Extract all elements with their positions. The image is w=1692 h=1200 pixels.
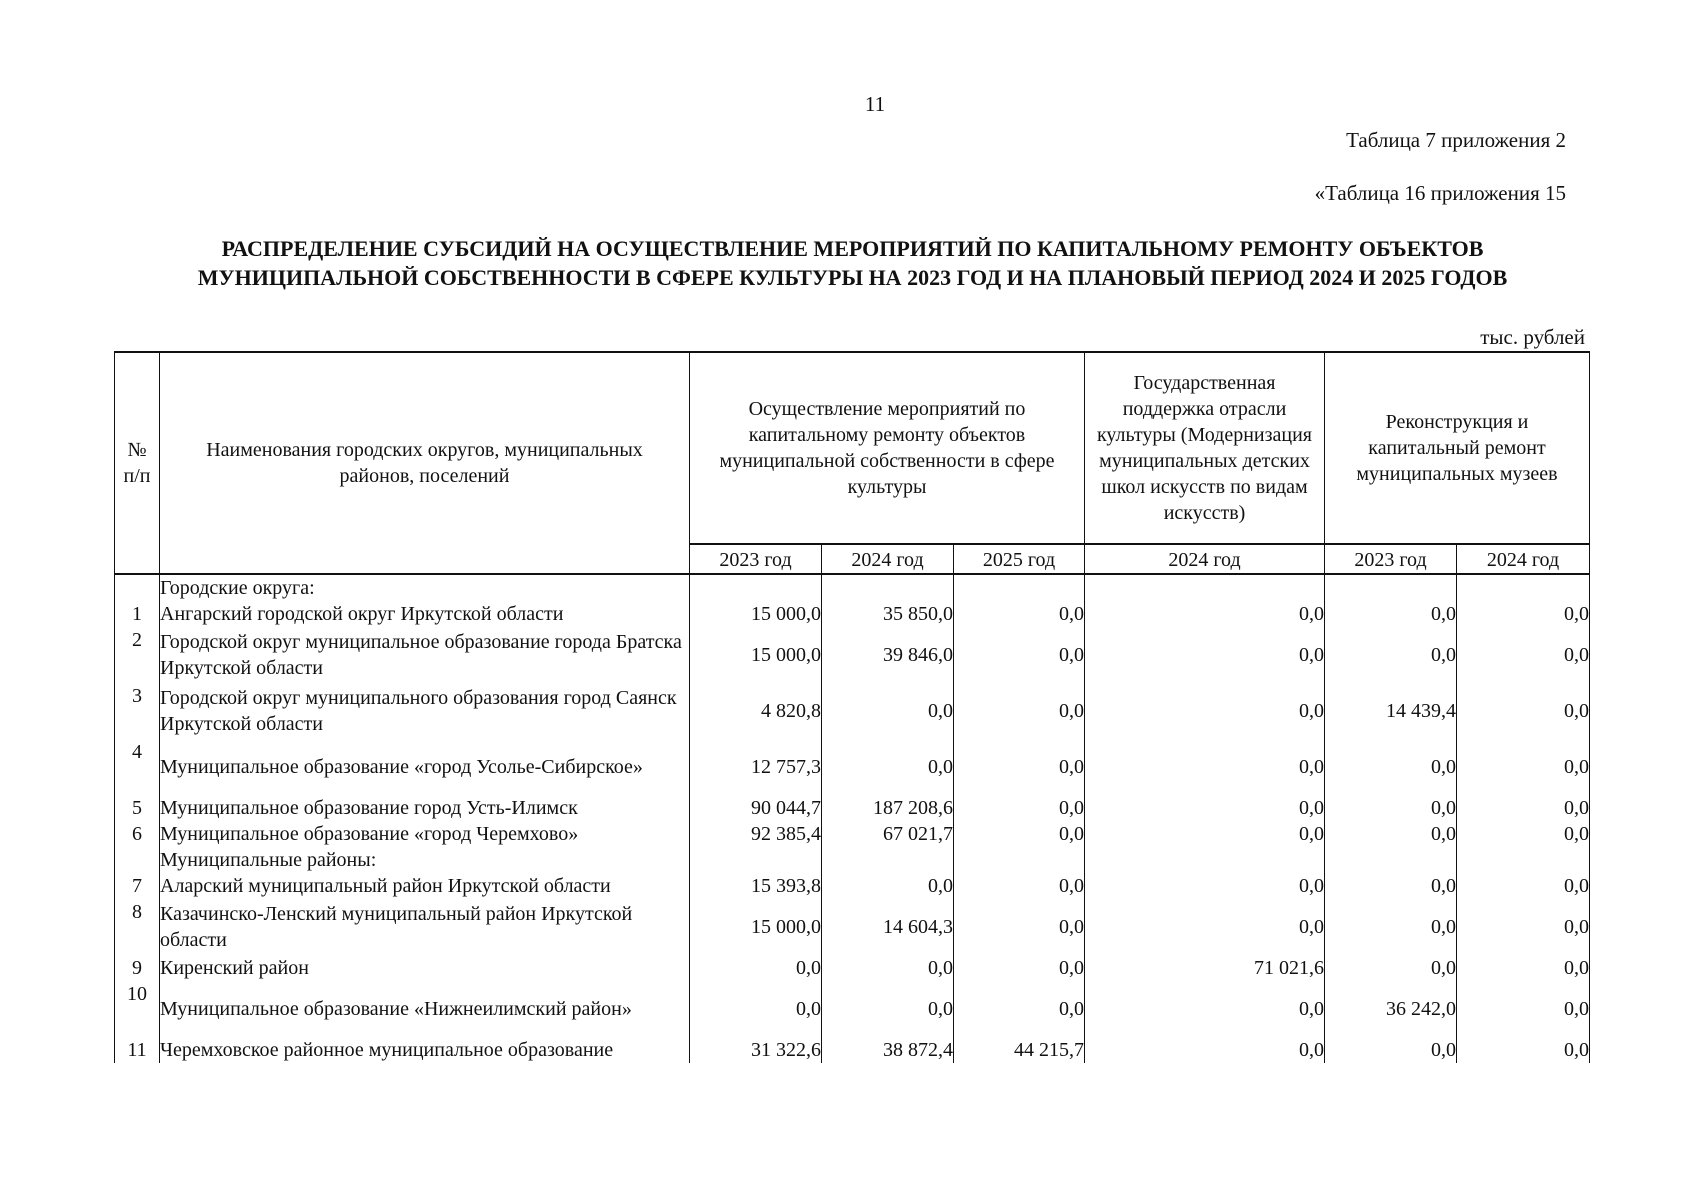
header-year: 2023 год [690,544,822,574]
value-cell: 44 215,7 [954,1037,1085,1063]
row-number: 1 [115,601,160,627]
title-line: МУНИЦИПАЛЬНОЙ СОБСТВЕННОСТИ В СФЕРЕ КУЛЬТУРЫ НА 2023 ГОД И НА ПЛАНОВЫЙ ПЕРИОД 2024 И 2025 ГОДОВ [197,265,1508,290]
value-cell: 0,0 [1325,821,1457,847]
table-row [115,601,1590,627]
value-cell: 0,0 [1085,683,1325,739]
header-year: 2024 год [822,544,954,574]
row-number: 6 [115,821,160,847]
header-museums: Реконструкция и капитальный ремонт муниципальных музеев [1325,352,1590,544]
group-row [115,847,1590,873]
value-cell: 15 000,0 [690,601,822,627]
value-cell: 0,0 [1457,601,1590,627]
table-row [115,627,1590,683]
value-cell: 0,0 [954,739,1085,795]
value-cell: 0,0 [1325,1037,1457,1063]
header-num: № п/п [115,352,160,574]
row-name: Киренский район [160,955,690,981]
value-cell: 15 000,0 [690,899,822,955]
value-cell: 0,0 [822,955,954,981]
value-cell: 0,0 [1085,873,1325,899]
value-cell: 12 757,3 [690,739,822,795]
value-cell: 0,0 [1457,683,1590,739]
table-row [115,955,1590,981]
value-cell: 0,0 [1325,795,1457,821]
row-number: 9 [115,955,160,981]
value-cell: 15 000,0 [690,627,822,683]
row-number: 3 [115,683,160,739]
row-name: Муниципальное образование «город Черемхово» [160,821,690,847]
value-cell: 38 872,4 [822,1037,954,1063]
subsidy-table [114,351,1590,1063]
value-cell: 14 604,3 [822,899,954,955]
value-cell: 0,0 [1085,1037,1325,1063]
table-reference-original: «Таблица 16 приложения 15 [1314,181,1566,205]
value-cell: 0,0 [954,795,1085,821]
value-cell: 0,0 [1085,981,1325,1037]
row-name: Муниципальное образование «город Усолье-Сибирское» [160,739,690,795]
table-row [115,795,1590,821]
value-cell: 0,0 [954,981,1085,1037]
row-name: Аларский муниципальный район Иркутской области [160,873,690,899]
value-cell: 14 439,4 [1325,683,1457,739]
value-cell: 0,0 [1457,873,1590,899]
value-cell: 39 846,0 [822,627,954,683]
value-cell: 0,0 [1085,795,1325,821]
value-cell: 0,0 [1085,821,1325,847]
value-cell: 0,0 [1457,739,1590,795]
row-number: 2 [115,627,160,683]
table-row [115,981,1590,1037]
value-cell: 0,0 [1085,627,1325,683]
value-cell: 31 322,6 [690,1037,822,1063]
value-cell: 0,0 [954,821,1085,847]
value-cell: 0,0 [954,955,1085,981]
value-cell: 92 385,4 [690,821,822,847]
page-number: 11 [864,92,886,116]
row-number: 5 [115,795,160,821]
value-cell: 0,0 [1457,899,1590,955]
value-cell: 0,0 [1457,981,1590,1037]
value-cell: 4 820,8 [690,683,822,739]
value-cell: 0,0 [1325,955,1457,981]
group-label: Городские округа: [160,574,690,601]
value-cell: 0,0 [822,981,954,1037]
value-cell: 36 242,0 [1325,981,1457,1037]
value-cell: 0,0 [1325,627,1457,683]
value-cell: 0,0 [690,981,822,1037]
value-cell: 0,0 [1325,601,1457,627]
value-cell: 0,0 [1085,899,1325,955]
group-row [115,574,1590,601]
header-capital-repair: Осуществление мероприятий по капитальному ремонту объектов муниципальной собственности в сфере культуры [690,352,1085,544]
value-cell: 0,0 [1085,601,1325,627]
units-label: тыс. рублей [1480,325,1585,349]
title-line: РАСПРЕДЕЛЕНИЕ СУБСИДИЙ НА ОСУЩЕСТВЛЕНИЕ МЕРОПРИЯТИЙ ПО КАПИТАЛЬНОМУ РЕМОНТУ ОБЪЕКТОВ [221,236,1484,261]
value-cell: 0,0 [1325,899,1457,955]
row-name: Казачинско-Ленский муниципальный район Иркутской области [160,899,690,955]
table-header [115,352,1590,574]
value-cell: 0,0 [1325,739,1457,795]
row-number: 4 [115,739,160,795]
table-row [115,821,1590,847]
group-label: Муниципальные районы: [160,847,690,873]
value-cell: 187 208,6 [822,795,954,821]
row-name: Городской округ муниципальное образование города Братска Иркутской области [160,627,690,683]
value-cell: 0,0 [954,873,1085,899]
header-year: 2023 год [1325,544,1457,574]
row-name: Муниципальное образование город Усть-Илимск [160,795,690,821]
table-body [115,574,1590,1063]
row-number: 8 [115,899,160,955]
header-year: 2024 год [1457,544,1590,574]
value-cell: 90 044,7 [690,795,822,821]
table-row [115,1037,1590,1063]
value-cell: 35 850,0 [822,601,954,627]
value-cell: 0,0 [822,739,954,795]
table-reference: Таблица 7 приложения 2 [1346,128,1566,152]
row-name: Ангарский городской округ Иркутской области [160,601,690,627]
value-cell: 0,0 [954,683,1085,739]
row-name: Муниципальное образование «Нижнеилимский район» [160,981,690,1037]
value-cell: 0,0 [954,601,1085,627]
value-cell: 0,0 [954,899,1085,955]
value-cell: 0,0 [1325,873,1457,899]
header-year: 2024 год [1085,544,1325,574]
table-row [115,683,1590,739]
header-year: 2025 год [954,544,1085,574]
value-cell: 0,0 [1457,1037,1590,1063]
value-cell: 0,0 [1457,627,1590,683]
value-cell: 0,0 [1457,795,1590,821]
row-name: Черемховское районное муниципальное образование [160,1037,690,1063]
table-row [115,899,1590,955]
value-cell: 15 393,8 [690,873,822,899]
value-cell: 0,0 [1085,739,1325,795]
row-name: Городской округ муниципального образования город Саянск Иркутской области [160,683,690,739]
value-cell: 0,0 [822,683,954,739]
value-cell: 0,0 [822,873,954,899]
table-row [115,739,1590,795]
row-number: 7 [115,873,160,899]
value-cell: 71 021,6 [1085,955,1325,981]
document-title [60,234,1645,292]
table-row [115,873,1590,899]
row-number: 10 [115,981,160,1037]
header-state-support: Государственная поддержка отрасли культуры (Модернизация муниципальных детских школ искусств по видам искусств) [1085,352,1325,544]
value-cell: 0,0 [954,627,1085,683]
value-cell: 0,0 [1457,821,1590,847]
value-cell: 0,0 [1457,955,1590,981]
header-name: Наименования городских округов, муниципальных районов, поселений [160,352,690,574]
value-cell: 0,0 [690,955,822,981]
value-cell: 67 021,7 [822,821,954,847]
row-number: 11 [115,1037,160,1063]
